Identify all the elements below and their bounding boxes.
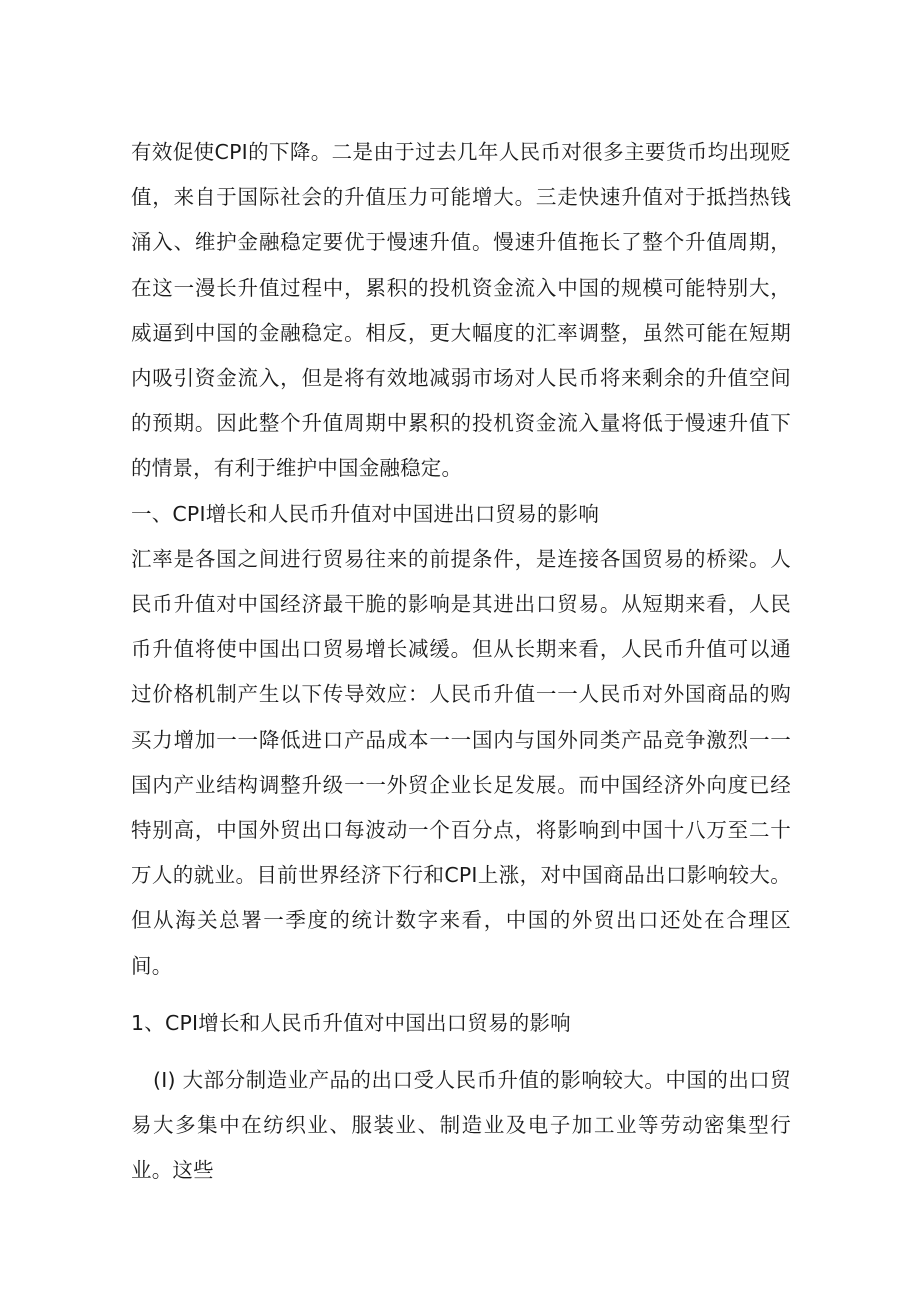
- paragraph-item-1: (I) 大部分制造业产品的出口受人民币升值的影响较大。中国的出口贸易大多集中在纺织业、服装业、制造业及电子加工业等劳动密集型行业。这些: [131, 1068, 791, 1183]
- subsection-heading: 1、CPI增长和人民币升值对中国出口贸易的影响: [131, 1010, 571, 1035]
- document-body: [131, 130, 791, 1194]
- paragraph-exchange-rate: 汇率是各国之间进行贸易往来的前提条件，是连接各国贸易的桥梁。人民币升值对中国经济最干脆的影响是其进出口贸易。从短期来看，人民币升值将使中国出口贸易增长减缓。但从长期来看，人民币升值可以通过价格机制产生以下传导效应：人民币升值一一人民币对外国商品的购买力增加一一降低进口产品成本一一国内与国外同类产品竞争激烈一一国内产业结构调整升级一一外贸企业长足发展。而中国经济外向度已经特别高，中国外贸出口每波动一个百分点，将影响到中国十八万至二十万人的就业。目前世界经济下行和CPI上涨，对中国商品出口影响较大。但从海关总署一季度的统计数字来看，中国的外贸出口还处在合理区间。: [131, 546, 791, 978]
- section-heading: 一、CPI增长和人民币升值对中国进出口贸易的影响: [131, 501, 600, 526]
- paragraph-continuation: 有效促使CPI的下降。二是由于过去几年人民币对很多主要货币均出现贬值，来自于国际社会的升值压力可能增大。三走快速升值对于抵挡热钱涌入、维护金融稳定要优于慢速升值。慢速升值拖长了整个升值周期，在这一漫长升值过程中，累积的投机资金流入中国的规模可能特别大，威逼到中国的金融稳定。相反，更大幅度的汇率调整，虽然可能在短期内吸引资金流入，但是将有效地减弱市场对人民币将来剩余的升值空间的预期。因此整个升值周期中累积的投机资金流入量将低于慢速升值下的情景，有利于维护中国金融稳定。: [131, 140, 791, 481]
